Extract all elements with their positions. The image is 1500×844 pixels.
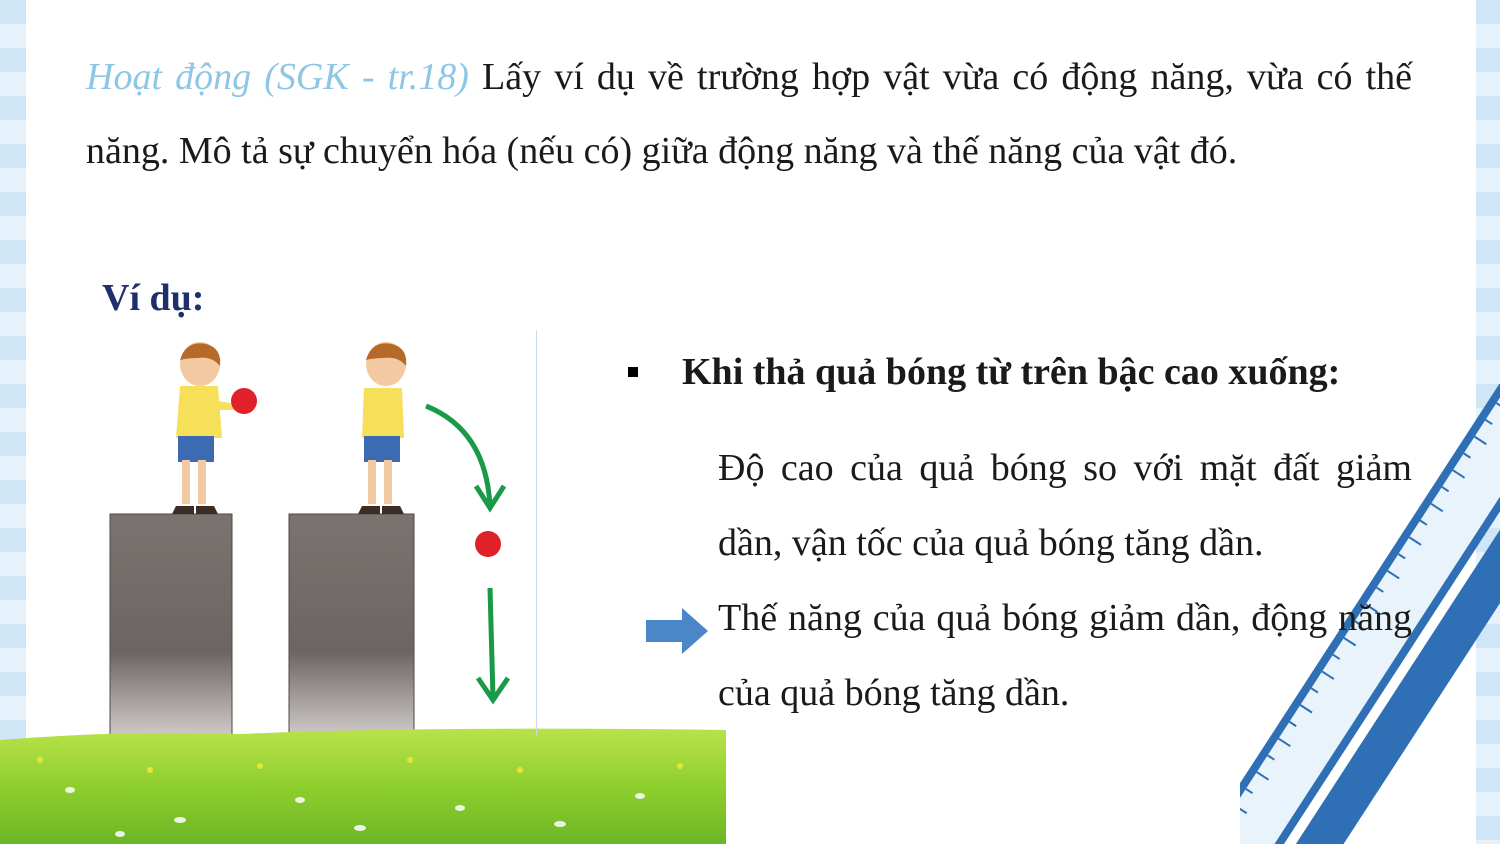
pillar-right — [289, 514, 414, 744]
example-label: Ví dụ: — [102, 277, 205, 319]
boy-after-release — [358, 342, 406, 514]
activity-reference: Hoạt động (SGK - tr.18) — [86, 56, 469, 98]
ball-falling — [475, 531, 501, 557]
explanation-energy-conversion: Thế năng của quả bóng giảm dần, động năng của quả bóng tăng dần. — [718, 597, 1412, 714]
arrow-right-icon — [646, 606, 710, 656]
activity-prompt — [86, 40, 1412, 188]
bullet-item — [628, 350, 1340, 394]
falling-ball-illustration — [0, 330, 726, 844]
illustration-divider — [536, 330, 537, 736]
down-arrow — [490, 588, 493, 698]
ball-held — [231, 388, 257, 414]
activity-text: Lấy ví dụ về trường hợp vật vừa có động năng, vừa có thế năng. Mô tả sự chuyển hóa (nếu có) giữa động năng và thế năng của vật đó. — [86, 56, 1412, 172]
explanation-height-speed: Độ cao của quả bóng so với mặt đất giảm dần, vận tốc của quả bóng tăng dần. — [718, 447, 1412, 564]
bullet-heading: Khi thả quả bóng từ trên bậc cao xuống: — [682, 351, 1341, 393]
pillar-left — [110, 514, 232, 744]
boy-holding-ball — [172, 342, 257, 514]
bullet-square-icon — [628, 367, 638, 377]
